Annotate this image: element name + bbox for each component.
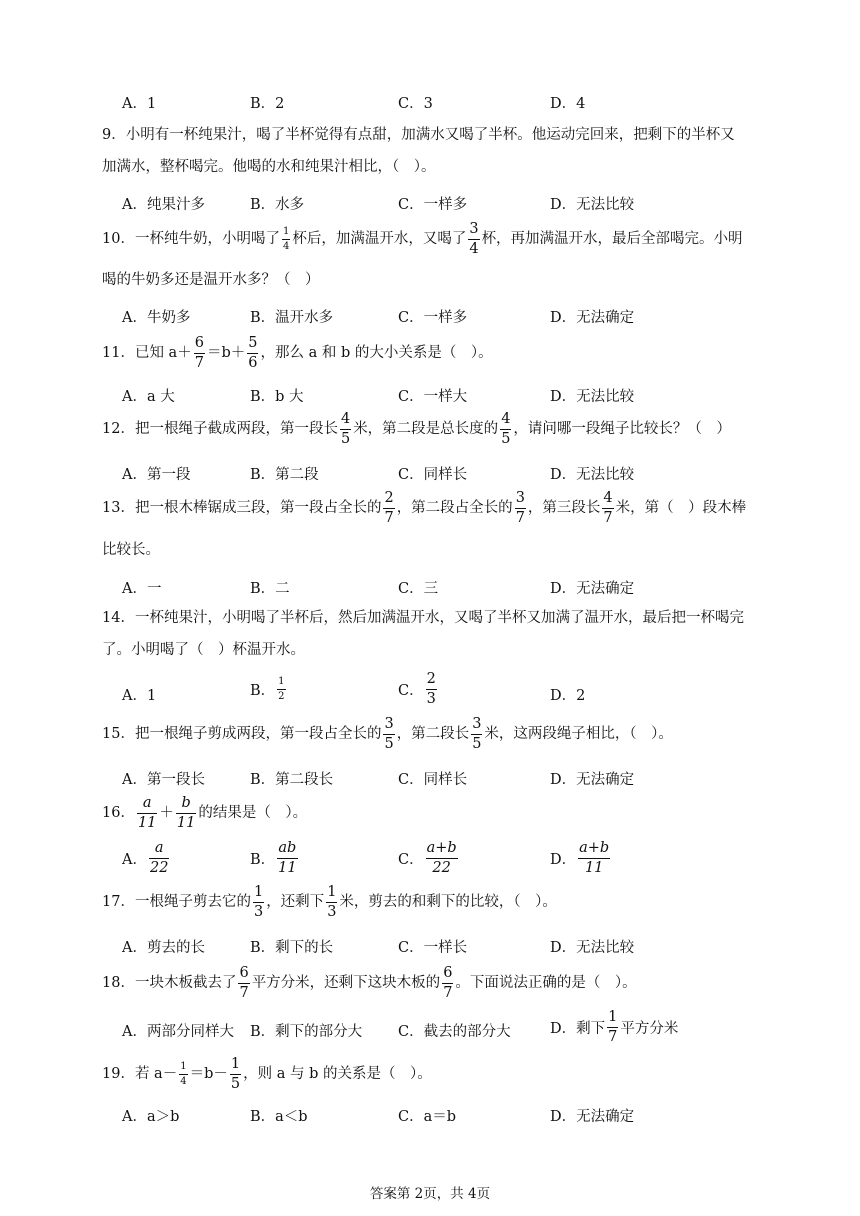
- q11-option-a: A．a 大: [122, 389, 175, 405]
- q17-option-a: A．剪去的长: [122, 940, 205, 956]
- q13-option-c: C．三: [398, 581, 439, 597]
- q16-text-2: ＋: [159, 804, 174, 821]
- q12-text-3: ，请问哪一段绳子比较长？（ ）: [513, 420, 731, 437]
- q12-fraction-1: $\frac{4}{5}$: [340, 411, 351, 447]
- q19-option-a: A．a＞b: [122, 1109, 180, 1125]
- q18-text-1: 18．一块木板截去了: [102, 974, 237, 991]
- q17-option-d: D．无法比较: [550, 940, 635, 956]
- q14-option-b: [250, 677, 288, 702]
- q19-text-3: ，则 a 与 b 的关系是（ ）。: [243, 1065, 432, 1082]
- q17-option-b: B．剩下的长: [250, 940, 334, 956]
- q13-stem-line1: [102, 491, 746, 525]
- q12-option-c: C．同样长: [398, 467, 468, 483]
- q18-option-c: C．截去的部分大: [398, 1024, 511, 1040]
- q12-fraction-2: $\frac{4}{5}$: [501, 411, 511, 447]
- q13-fraction-1: $\frac{2}{7}$: [384, 490, 394, 526]
- q12-option-b: B．第二段: [250, 467, 319, 483]
- q19-stem: [102, 1057, 432, 1091]
- q15-text-2: ，第二段长: [396, 725, 470, 742]
- q13-text-2: ，第二段占全长的: [396, 499, 513, 516]
- q18-fraction-2: $\frac{6}{7}$: [443, 965, 453, 1001]
- q16-text-1: 16．: [102, 804, 135, 821]
- q18-text-2: 平方分米，还剩下这块木板的: [251, 974, 441, 991]
- q14-stem-line1: 14．一杯纯果汁，小明喝了半杯后，然后加满温开水，又喝了半杯又加满了温开水，最后把一杯喝完: [102, 610, 744, 626]
- q13-text-3: ，第三段长: [527, 499, 601, 516]
- q8-option-a: A．1: [122, 96, 157, 112]
- q19-option-b: B．a＜b: [250, 1109, 308, 1125]
- q12-option-d: D．无法比较: [550, 467, 635, 483]
- q11-text-2: ＝b＋: [206, 344, 246, 361]
- q8-option-b: B．2: [250, 96, 285, 112]
- q19-fraction-1: $\frac{1}{4}$: [180, 1060, 187, 1087]
- q16-option-d: [550, 841, 612, 875]
- q10-option-b: B．温开水多: [250, 310, 334, 326]
- q16-option-d-letter: D．: [550, 851, 577, 868]
- q19-text-1: 19．若 a－: [102, 1065, 178, 1082]
- q14-option-d: D．2: [550, 688, 586, 704]
- q13-fraction-3: $\frac{4}{7}$: [603, 490, 613, 526]
- q9-option-a: A．纯果汁多: [122, 197, 205, 213]
- q16-option-b-letter: B．: [250, 851, 276, 868]
- q16-stem: [102, 796, 307, 830]
- q15-option-d: D．无法确定: [550, 772, 635, 788]
- q16-option-c-fraction: $\frac{a+b}{22}$: [426, 840, 457, 876]
- q10-fraction-2: $\frac{3}{4}$: [469, 221, 479, 257]
- q17-text-1: 17．一根绳子剪去它的: [102, 893, 251, 910]
- q17-text-3: 米，剪去的和剩下的比较，（ ）。: [339, 893, 557, 910]
- q18-option-d-prefix: D．剩下: [550, 1020, 606, 1037]
- q18-option-d-fraction: $\frac{1}{7}$: [608, 1009, 618, 1045]
- q16-option-c: [398, 841, 460, 875]
- q13-stem-line2: 比较长。: [102, 542, 160, 558]
- q12-option-a: A．第一段: [122, 467, 191, 483]
- q18-option-b: B．剩下的部分大: [250, 1024, 363, 1040]
- q16-fraction-1: $\frac{a}{11}$: [137, 795, 157, 831]
- q16-option-a-letter: A．: [122, 851, 147, 868]
- q15-text-3: 米，这两段绳子相比，（ ）。: [484, 725, 673, 742]
- q13-option-a: A．一: [122, 581, 162, 597]
- q18-fraction-1: $\frac{6}{7}$: [239, 965, 249, 1001]
- q15-option-a: A．第一段长: [122, 772, 205, 788]
- q17-fraction-1: $\frac{1}{3}$: [253, 884, 264, 920]
- q13-text-1: 13．把一根木棒锯成三段，第一段占全长的: [102, 499, 382, 516]
- q14-stem-line2: 了。小明喝了（ ）杯温开水。: [102, 642, 305, 658]
- q10-fraction-1: $\frac{1}{4}$: [282, 225, 290, 252]
- q17-fraction-2: $\frac{1}{3}$: [327, 884, 337, 920]
- q11-stem: [102, 336, 493, 370]
- q10-option-d: D．无法确定: [550, 310, 635, 326]
- page-footer: 答案第 2页，共 4页: [369, 1186, 491, 1202]
- q14-option-c-letter: C．: [398, 682, 424, 699]
- q14-option-b-letter: B．: [250, 683, 276, 699]
- q16-option-d-fraction: $\frac{a+b}{11}$: [579, 840, 610, 876]
- q14-option-b-fraction: $\frac{1}{2}$: [278, 676, 285, 702]
- q11-fraction-1: $\frac{6}{7}$: [194, 335, 204, 371]
- q10-text-1: 10．一杯纯牛奶，小明喝了: [102, 230, 280, 247]
- q9-option-d: D．无法比较: [550, 197, 635, 213]
- q11-option-c: C．一样大: [398, 389, 468, 405]
- q12-text-1: 12．把一根绳子截成两段，第一段长: [102, 420, 338, 437]
- q9-option-c: C．一样多: [398, 197, 468, 213]
- q12-text-2: 米，第二段是总长度的: [353, 420, 499, 437]
- q16-option-a: [122, 841, 171, 875]
- q13-option-d: D．无法确定: [550, 581, 635, 597]
- q15-fraction-2: $\frac{3}{5}$: [472, 716, 482, 752]
- q16-option-b-fraction: $\frac{ab}{11}$: [278, 840, 297, 876]
- q16-option-c-letter: C．: [398, 851, 424, 868]
- q11-option-b: B．b 大: [250, 389, 304, 405]
- q10-stem-line1: [102, 222, 743, 256]
- q17-option-c: C．一样长: [398, 940, 468, 956]
- q18-option-d-suffix: 平方分米: [620, 1020, 679, 1037]
- q8-option-c: C．3: [398, 96, 433, 112]
- q15-option-b: B．第二段长: [250, 772, 334, 788]
- q10-option-c: C．一样多: [398, 310, 468, 326]
- q16-text-3: 的结果是（ ）。: [198, 804, 308, 821]
- q13-fraction-2: $\frac{3}{7}$: [515, 490, 525, 526]
- q11-text-1: 11．已知 a＋: [102, 344, 192, 361]
- q14-options: [122, 672, 842, 712]
- q14-option-c-fraction: $\frac{2}{3}$: [426, 671, 436, 707]
- q15-option-c: C．同样长: [398, 772, 468, 788]
- q9-stem-line2: 加满水，整杯喝完。他喝的水和纯果汁相比，（ ）。: [102, 159, 436, 175]
- q18-options: [122, 1010, 842, 1050]
- q15-fraction-1: $\frac{3}{5}$: [384, 716, 394, 752]
- q13-text-4: 米，第（ ）段木棒: [615, 499, 747, 516]
- q16-fraction-2: $\frac{b}{11}$: [176, 795, 196, 831]
- q10-text-2: 杯后，加满温开水，又喝了: [292, 230, 467, 247]
- q18-stem: [102, 966, 637, 1000]
- q11-option-d: D．无法比较: [550, 389, 635, 405]
- q19-fraction-2: $\frac{1}{5}$: [230, 1056, 241, 1092]
- q10-option-a: A．牛奶多: [122, 310, 191, 326]
- q19-option-c: C．a＝b: [398, 1109, 457, 1125]
- q18-text-3: 。下面说法正确的是（ ）。: [455, 974, 637, 991]
- q8-option-d: D．4: [550, 96, 586, 112]
- q18-option-a: A．两部分同样大: [122, 1024, 234, 1040]
- q17-text-2: ，还剩下: [266, 893, 325, 910]
- q15-stem: [102, 717, 673, 751]
- q12-stem: [102, 412, 731, 446]
- q11-fraction-2: $\frac{5}{6}$: [248, 335, 258, 371]
- q19-option-d: D．无法确定: [550, 1109, 635, 1125]
- q19-text-2: ＝b－: [189, 1065, 228, 1082]
- q11-text-3: ，那么 a 和 b 的大小关系是（ ）。: [260, 344, 493, 361]
- q18-option-d: [550, 1010, 678, 1044]
- q16-option-b: [250, 841, 300, 875]
- q13-option-b: B．二: [250, 581, 290, 597]
- q14-option-a: A．1: [122, 688, 157, 704]
- q15-text-1: 15．把一根绳子剪成两段，第一段占全长的: [102, 725, 382, 742]
- q10-stem-line2: 喝的牛奶多还是温开水多？（ ）: [102, 272, 320, 288]
- q17-stem: [102, 885, 557, 919]
- q16-option-a-fraction: $\frac{a}{22}$: [149, 840, 169, 876]
- q9-stem-line1: 9．小明有一杯纯果汁，喝了半杯觉得有点甜，加满水又喝了半杯。他运动完回来，把剩下的半杯又: [102, 127, 735, 143]
- q14-option-c: [398, 672, 439, 706]
- q10-text-3: 杯，再加满温开水，最后全部喝完。小明: [481, 230, 743, 247]
- q9-option-b: B．水多: [250, 197, 305, 213]
